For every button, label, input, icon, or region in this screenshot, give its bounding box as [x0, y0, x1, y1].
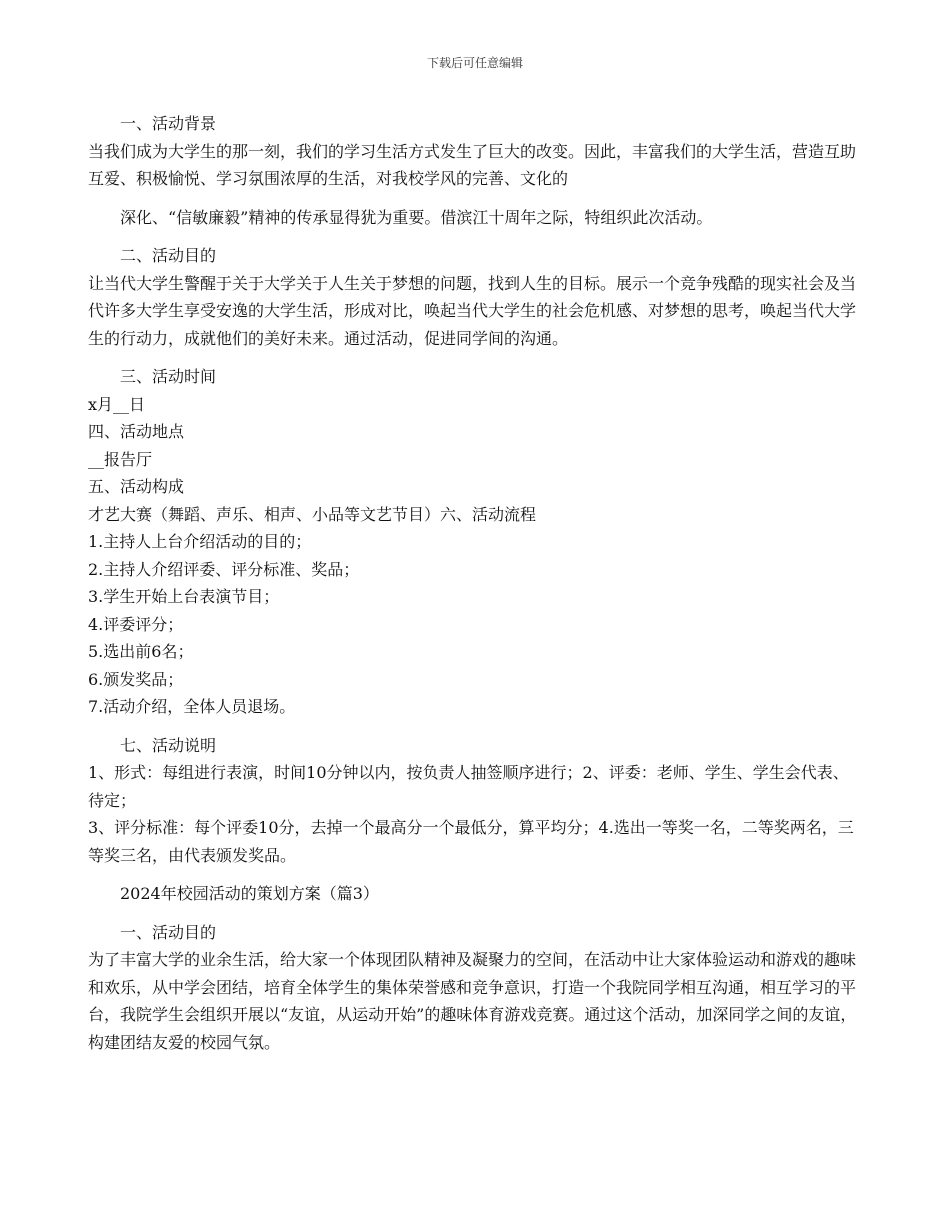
list-item: 3.学生开始上台表演节目； [88, 587, 280, 606]
section-heading-location: 四、活动地点 [88, 422, 185, 441]
list-item: 7.活动介绍，全体人员退场。 [88, 697, 296, 716]
list-item: 5.选出前6名； [88, 642, 194, 661]
section-heading-purpose-2: 一、活动目的 [120, 922, 217, 942]
paragraph-notes-scoring: 3、评分标准：每个评委10分，去掉一个最高分一个最低分，算平均分；4.选出一等奖一名，二等奖两名，三等奖三名，由代表颁发奖品。 [88, 818, 854, 865]
list-item: 1.主持人上台介绍活动的目的； [88, 532, 312, 551]
paragraph-notes-format: 1、形式：每组进行表演，时间10分钟以内，按负责人抽签顺序进行；2、评委：老师、学生、学生会代表、待定； [88, 763, 849, 810]
section-heading-purpose: 二、活动目的 [120, 246, 217, 265]
list-item: 2.主持人介绍评委、评分标准、奖品； [88, 559, 360, 579]
section-heading-notes: 七、活动说明 [120, 735, 217, 755]
paragraph-time: x月__日 [88, 394, 146, 414]
paragraph-background-continued: 深化、“信敏廉毅”精神的传承显得犹为重要。借滨江十周年之际，特组织此次活动。 [120, 207, 713, 227]
list-item: 4.评委评分； [88, 614, 184, 634]
section-heading-composition: 五、活动构成 [88, 477, 185, 496]
document-subtitle: 2024年校园活动的策划方案（篇3） [120, 884, 379, 903]
page-header: 下载后可任意编辑 [426, 56, 523, 70]
paragraph-purpose: 让当代大学生警醒于关于大学关于人生关于梦想的问题，找到人生的目标。展示一个竞争残酷的现实社会及当代许多大学生享受安逸的大学生活，形成对比，唤起当代大学生的社会危机感、对梦想的思考，唤起当代大学生的行动力，成就他们的美好未来。通过活动，促进同学间的沟通。 [88, 273, 857, 348]
section-heading-time: 三、活动时间 [120, 367, 217, 386]
document-body [88, 110, 863, 1056]
list-item: 6.颁发奖品； [88, 669, 184, 689]
paragraph-location: __报告厅 [88, 449, 153, 469]
paragraph-purpose-2: 为了丰富大学的业余生活，给大家一个体现团队精神及凝聚力的空间，在活动中让大家体验运动和游戏的趣味和欢乐，从中学会团结，培育全体学生的集体荣誉感和竞争意识，打造一个我院同学相互沟通，相互学习的平台，我院学生会组织开展以“友谊，从运动开始”的趣味体育游戏竞赛。通过这个活动，加深同学之间的友谊，构建团结友爱的校园气氛。 [88, 950, 857, 1052]
paragraph-background: 当我们成为大学生的那一刻，我们的学习生活方式发生了巨大的改变。因此，丰富我们的大学生活，营造互助互爱、积极愉悦、学习氛围浓厚的生活，对我校学风的完善、文化的 [88, 141, 857, 188]
section-heading-background: 一、活动背景 [120, 114, 217, 133]
paragraph-composition: 才艺大赛（舞蹈、声乐、相声、小品等文艺节目）六、活动流程 [88, 504, 537, 524]
